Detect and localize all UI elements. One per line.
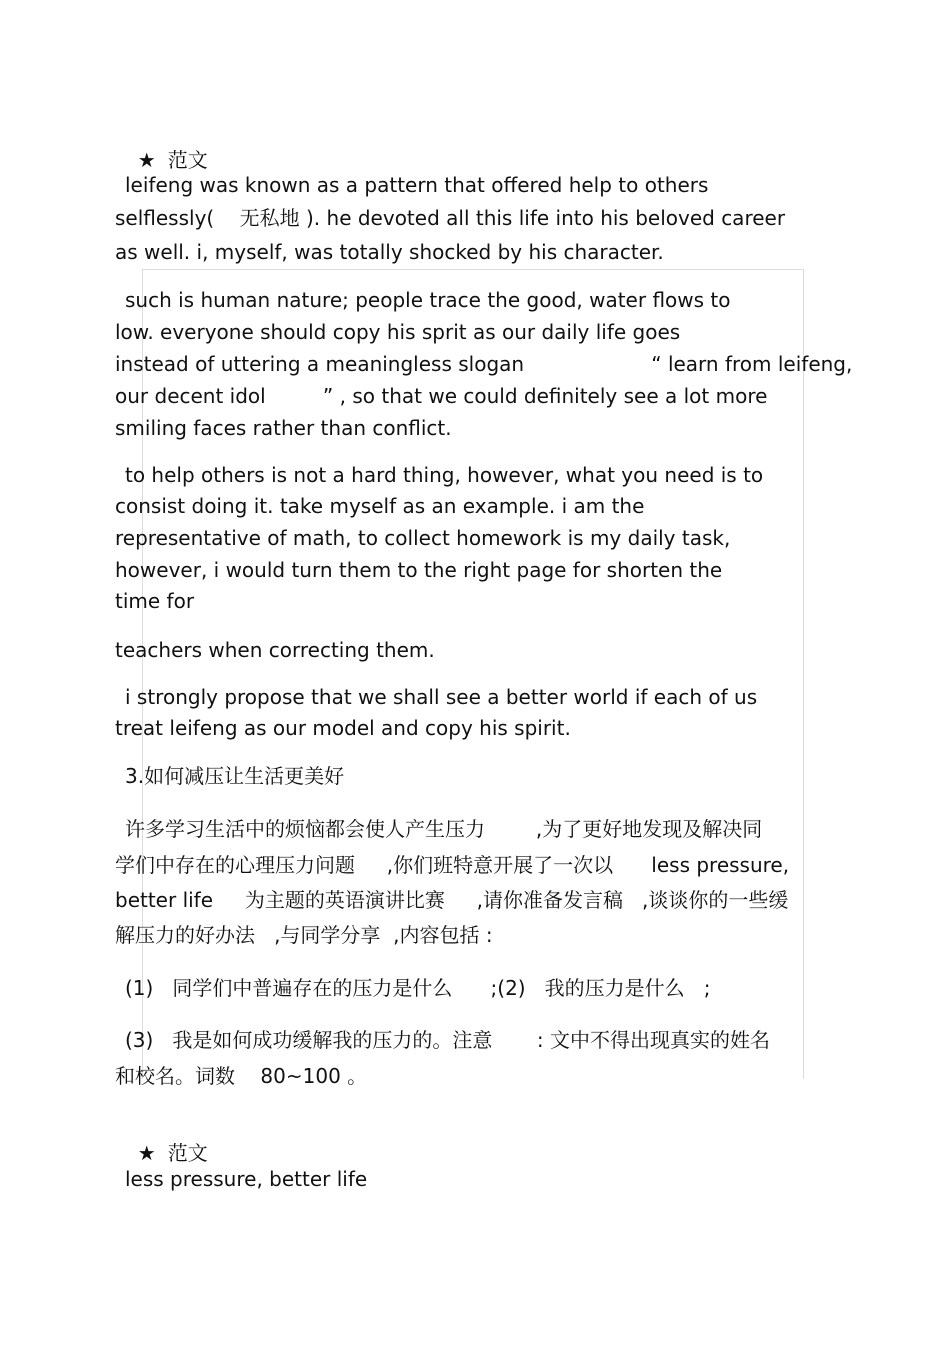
frame-top-line	[142, 269, 804, 270]
paragraph-3-line-1: to help others is not a hard thing, however, what you need is to	[125, 463, 764, 487]
paragraph-2-line-3: instead of uttering a meaningless slogan “ learn from leifeng,	[115, 352, 853, 376]
topic-3-line-4: 解压力的好办法 ,与同学分享 ,内容包括 :	[115, 923, 493, 947]
section-heading-text: 范文	[167, 1141, 208, 1165]
topic-3-line-3: better life 为主题的英语演讲比赛 ,请你准备发言稿 ,谈谈你的一些缓	[115, 888, 789, 912]
topic-3-line-2: 学们中存在的心理压力问题 ,你们班特意开展了一次以 less pressure,	[115, 853, 790, 877]
paragraph-3-line-6: teachers when correcting them.	[115, 638, 435, 662]
frame-right-line	[803, 269, 804, 1079]
topic-3-requirement-2-line-1: (3) 我是如何成功缓解我的压力的。注意 : 文中不得出现真实的姓名	[125, 1028, 770, 1052]
paragraph-1-line-3: as well. i, myself, was totally shocked by his character.	[115, 240, 664, 264]
paragraph-1-line-2: selflessly( 无私地 ). he devoted all this life into his beloved career	[115, 206, 786, 230]
paragraph-2-line-5: smiling faces rather than conflict.	[115, 416, 452, 440]
star-icon: ★	[137, 1141, 156, 1165]
paragraph-3-line-2: consist doing it. take myself as an example. i am the	[115, 494, 645, 518]
paragraph-3-line-5: time for	[115, 589, 195, 613]
topic-3-requirement-1: (1) 同学们中普遍存在的压力是什么 ;(2) 我的压力是什么 ;	[125, 976, 711, 1000]
essay-title: less pressure, better life	[125, 1167, 368, 1191]
paragraph-2-line-1: such is human nature; people trace the good, water flows to	[125, 288, 731, 312]
section-heading-1	[125, 121, 208, 173]
paragraph-3-line-4: however, i would turn them to the right page for shorten the	[115, 558, 723, 582]
paragraph-2-line-2: low. everyone should copy his sprit as our daily life goes	[115, 320, 681, 344]
topic-3-requirement-2-line-2: 和校名。词数 80~100 。	[115, 1064, 368, 1088]
topic-3-line-1: 许多学习生活中的烦恼都会使人产生压力 ,为了更好地发现及解决同	[125, 817, 763, 841]
paragraph-1-line-1: leifeng was known as a pattern that offered help to others	[125, 173, 709, 197]
section-heading-text: 范文	[167, 148, 208, 172]
paragraph-3-line-3: representative of math, to collect homework is my daily task,	[115, 526, 731, 550]
section-heading-2	[125, 1114, 208, 1166]
paragraph-4-line-2: treat leifeng as our model and copy his spirit.	[115, 716, 571, 740]
paragraph-4-line-1: i strongly propose that we shall see a better world if each of us	[125, 685, 758, 709]
paragraph-2-line-4: our decent idol ” , so that we could definitely see a lot more	[115, 384, 768, 408]
star-icon: ★	[137, 148, 156, 172]
topic-3-title: 3.如何减压让生活更美好	[125, 764, 345, 788]
